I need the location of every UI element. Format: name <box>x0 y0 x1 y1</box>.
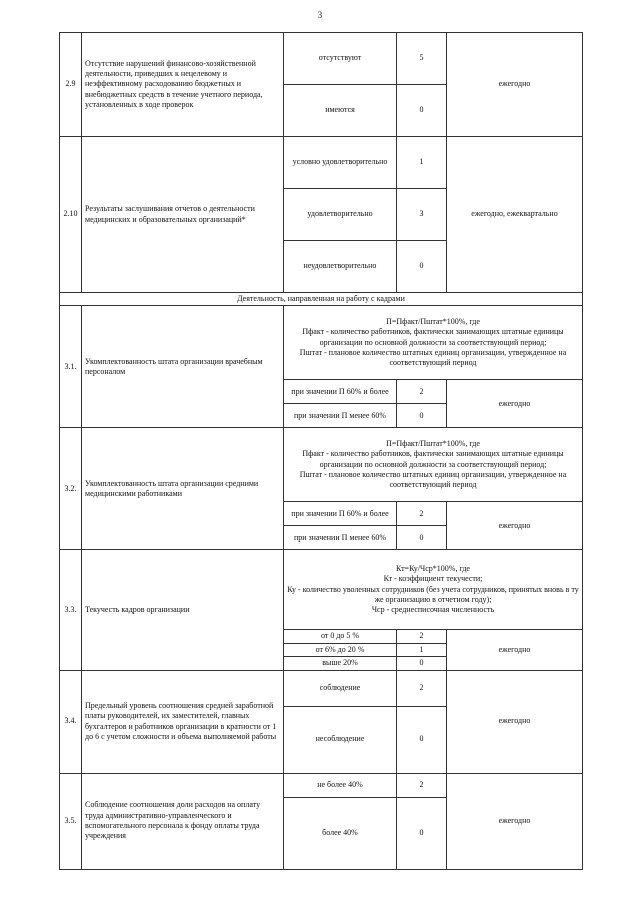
row-number: 2.9 <box>60 33 82 137</box>
formula-line: Чср - среднесписочная численность <box>371 605 495 615</box>
row-number: 2.10 <box>60 137 82 293</box>
points-cell: 1 <box>397 137 447 189</box>
row-number: 3.4. <box>60 670 82 773</box>
indicator-text: Результаты заслушивания отчетов о деятельности медицинских и образовательных организаций* <box>82 137 284 293</box>
criterion-cell: от 0 до 5 % <box>284 630 397 643</box>
criterion-cell: при значении П менее 60% <box>284 526 397 550</box>
indicator-text: Предельный уровень соотношения средней заработной платы руководителей, их заместителей, главных бухгалтеров и работников организации в кратности от 1 до 6 с учетом сложности и объема выполняемой работы <box>82 670 284 773</box>
formula-cell <box>284 428 583 502</box>
formula-line: Пфакт - количество работников, фактически занимающих штатные единицы организации по основной должности за соответствующий период; <box>302 449 564 469</box>
points-cell: 2 <box>397 670 447 706</box>
formula-line: Пштат - плановое количество штатных единиц организации, утвержденное на соответствующий период <box>299 348 567 368</box>
criterion-cell: при значении П 60% и более <box>284 502 397 526</box>
criterion-cell: соблюдение <box>284 670 397 706</box>
row-number: 3.2. <box>60 428 82 550</box>
points-cell: 0 <box>397 797 447 869</box>
criterion-cell: не более 40% <box>284 773 397 797</box>
criteria-table <box>59 32 583 870</box>
criterion-cell: условно удовлетворительно <box>284 137 397 189</box>
section-title: Деятельность, направленная на работу с кадрами <box>60 293 583 306</box>
points-cell: 2 <box>397 502 447 526</box>
table-row <box>60 137 583 189</box>
points-cell: 0 <box>397 526 447 550</box>
formula-line: Кт=Ку/Чср*100%, где <box>396 563 470 573</box>
row-number: 3.1. <box>60 306 82 428</box>
criterion-cell: при значении П менее 60% <box>284 404 397 428</box>
indicator-text: Укомплектованность штата организации средними медицинскими работниками <box>82 428 284 550</box>
section-row <box>60 293 583 306</box>
period-cell: ежегодно, ежеквартально <box>447 137 583 293</box>
table-row <box>60 33 583 85</box>
criterion-cell: удовлетворительно <box>284 189 397 241</box>
points-cell: 3 <box>397 189 447 241</box>
table-row <box>60 550 583 630</box>
table-row <box>60 428 583 502</box>
criterion-cell: более 40% <box>284 797 397 869</box>
points-cell: 5 <box>397 33 447 85</box>
points-cell: 2 <box>397 630 447 643</box>
points-cell: 0 <box>397 85 447 137</box>
formula-cell <box>284 550 583 630</box>
period-cell: ежегодно <box>447 380 583 428</box>
formula-line: П=Пфакт/Пштат*100%, где <box>386 316 480 326</box>
table-row <box>60 670 583 706</box>
points-cell: 0 <box>397 241 447 293</box>
points-cell: 2 <box>397 380 447 404</box>
criterion-cell: при значении П 60% и более <box>284 380 397 404</box>
indicator-text: Соблюдение соотношения доли расходов на оплату труда административно-управленческого и вспомогательного персонала к фонду оплаты труда учреждения <box>82 773 284 869</box>
table-row <box>60 306 583 380</box>
formula-line: Кт - коэффициент текучести; <box>383 574 483 584</box>
points-cell: 0 <box>397 404 447 428</box>
period-cell: ежегодно <box>447 773 583 869</box>
criterion-cell: выше 20% <box>284 657 397 670</box>
points-cell: 0 <box>397 657 447 670</box>
points-cell: 0 <box>397 706 447 773</box>
table-row <box>60 773 583 797</box>
criterion-cell: несоблюдение <box>284 706 397 773</box>
row-number: 3.3. <box>60 550 82 670</box>
criterion-cell: неудовлетворительно <box>284 241 397 293</box>
criterion-cell: отсутствуют <box>284 33 397 85</box>
formula-line: П=Пфакт/Пштат*100%, где <box>386 438 480 448</box>
indicator-text: Отсутствие нарушений финансово-хозяйственной деятельности, приведших к нецелевому и неэффективному расходованию бюджетных и внебюджетных средств в течение учетного периода, установленных в ходе проверок <box>82 33 284 137</box>
page-number: 3 <box>317 10 323 20</box>
period-cell: ежегодно <box>447 33 583 137</box>
period-cell: ежегодно <box>447 630 583 670</box>
criterion-cell: имеются <box>284 85 397 137</box>
formula-cell <box>284 306 583 380</box>
period-cell: ежегодно <box>447 670 583 773</box>
indicator-text: Укомплектованность штата организации врачебным персоналом <box>82 306 284 428</box>
row-number: 3.5. <box>60 773 82 869</box>
points-cell: 2 <box>397 773 447 797</box>
points-cell: 1 <box>397 643 447 656</box>
indicator-text: Текучесть кадров организации <box>82 550 284 670</box>
formula-line: Пштат - плановое количество штатных единиц организации, утвержденное на соответствующий период <box>299 470 567 490</box>
formula-line: Ку - количество уволенных сотрудников (без учета сотрудников, принятых вновь в ту же организацию в отчетном году); <box>287 584 579 605</box>
criterion-cell: от 6% до 20 % <box>284 643 397 656</box>
period-cell: ежегодно <box>447 502 583 550</box>
formula-line: Пфакт - количество работников, фактически занимающих штатные единицы организации по основной должности за соответствующий период; <box>302 327 564 347</box>
